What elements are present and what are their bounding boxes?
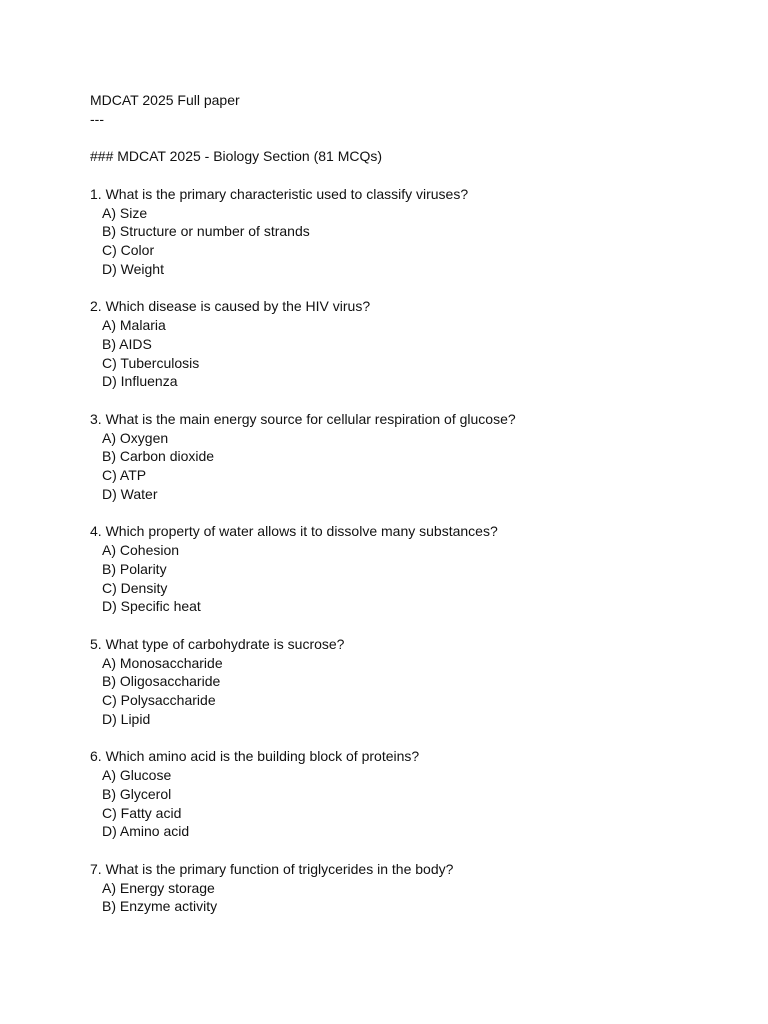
section-heading: ### MDCAT 2025 - Biology Section (81 MCQs) [90,148,383,165]
question-5 [90,635,730,729]
question-text: 5. What type of carbohydrate is sucrose? [90,635,345,652]
option-a: A) Size [102,204,148,221]
question-2 [90,297,730,391]
option-b: B) Enzyme activity [102,898,218,915]
option-a: A) Glucose [102,767,172,783]
option-b: B) Carbon dioxide [102,448,215,465]
option-d: D) Water [102,485,158,502]
option-b: B) Glycerol [102,785,172,802]
question-3 [90,410,730,504]
option-c: C) Fatty acid [102,804,182,821]
document-page [90,91,730,916]
option-c: C) ATP [102,467,147,483]
question-1 [90,185,730,279]
option-b: B) AIDS [102,335,152,352]
option-b: B) Polarity [102,560,167,577]
option-d: D) Influenza [102,373,178,390]
option-c: C) Polysaccharide [102,692,216,708]
option-b: B) Structure or number of strands [102,223,310,240]
option-d: D) Amino acid [102,823,190,840]
option-c: C) Density [102,579,168,596]
option-c: C) Color [102,242,155,258]
question-text: 4. Which property of water allows it to dissolve many substances? [90,523,498,540]
option-d: D) Weight [102,260,164,277]
option-a: A) Oxygen [102,429,169,446]
question-4 [90,522,730,616]
option-a: A) Malaria [102,317,166,333]
option-d: D) Specific heat [102,598,201,615]
question-7 [90,860,730,916]
separator-line: --- [90,110,104,127]
option-d: D) Lipid [102,710,151,727]
question-text: 7. What is the primary function of triglycerides in the body? [90,860,454,877]
question-text: 6. Which amino acid is the building block of proteins? [90,748,420,765]
question-text: 3. What is the main energy source for cellular respiration of glucose? [90,410,516,427]
question-text: 2. Which disease is caused by the HIV virus? [90,298,371,315]
option-b: B) Oligosaccharide [102,673,221,690]
option-a: A) Cohesion [102,542,180,558]
question-6 [90,747,730,841]
question-text: 1. What is the primary characteristic used to classify viruses? [90,185,469,202]
option-c: C) Tuberculosis [102,354,200,371]
option-a: A) Energy storage [102,879,215,896]
option-a: A) Monosaccharide [102,654,223,671]
document-title: MDCAT 2025 Full paper [90,92,240,108]
